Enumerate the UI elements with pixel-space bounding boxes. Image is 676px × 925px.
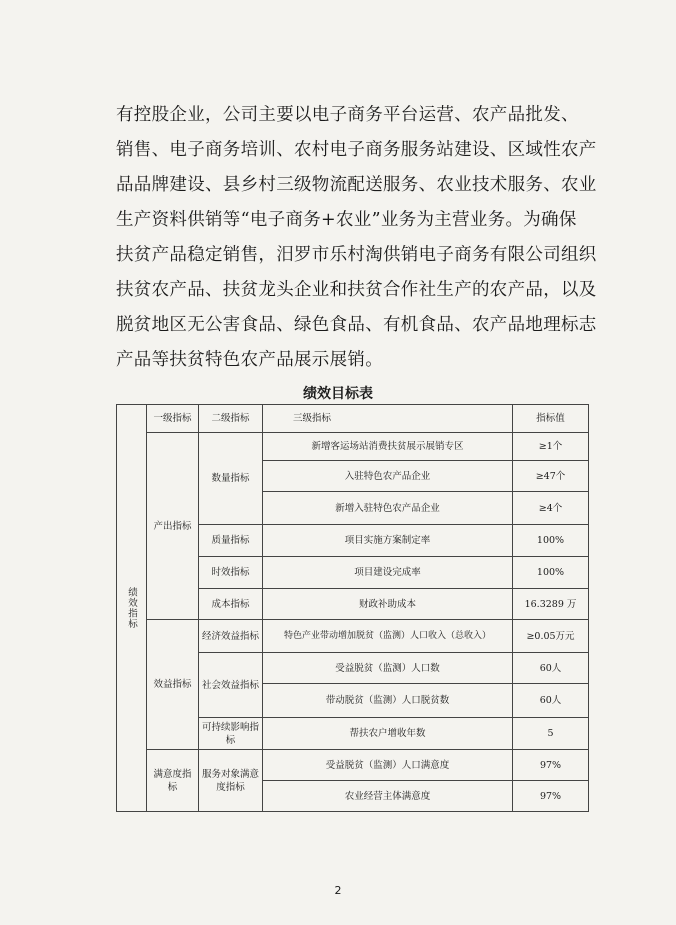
root-label-cell: [117, 405, 147, 812]
page-number: 2: [334, 884, 342, 897]
root-label: 绩效指标: [126, 587, 137, 629]
indicator-cell: 新增客运场站消费扶贫展示展销专区: [263, 433, 513, 461]
paragraph-line: 扶贫农产品、扶贫龙头企业和扶贫合作社生产的农产品，以及: [116, 280, 597, 300]
paragraph-line: 销售、电子商务培训、农村电子商务服务站建设、区域性农产: [116, 140, 597, 160]
value-cell: ≥0.05万元: [513, 620, 589, 653]
sub-cost: 成本指标: [199, 589, 263, 620]
indicator-cell: 项目建设完成率: [263, 557, 513, 589]
indicator-cell: 受益脱贫（监测）人口满意度: [263, 750, 513, 781]
paragraph-line: 产品等扶贫特色农产品展示展销。: [116, 350, 383, 370]
body-paragraph: [116, 98, 606, 378]
value-cell: ≥4个: [513, 492, 589, 525]
indicator-cell: 新增入驻特色农产品企业: [263, 492, 513, 525]
value-cell: 100%: [513, 525, 589, 557]
header-level2: 二级指标: [199, 405, 263, 433]
table-title: 绩效目标表: [303, 386, 373, 402]
value-cell: 60人: [513, 653, 589, 684]
sub-timeliness: 时效指标: [199, 557, 263, 589]
paragraph-line: 扶贫产品稳定销售，汨罗市乐村淘供销电子商务有限公司组织: [116, 245, 597, 265]
header-level1: 一级指标: [147, 405, 199, 433]
indicator-cell: 帮扶农户增收年数: [263, 718, 513, 750]
indicator-cell: 入驻特色农产品企业: [263, 461, 513, 492]
performance-target-table: [116, 404, 589, 812]
indicator-cell: 农业经营主体满意度: [263, 781, 513, 812]
sub-quantity: 数量指标: [199, 433, 263, 525]
indicator-cell: 项目实施方案制定率: [263, 525, 513, 557]
paragraph-line: 有控股企业，公司主要以电子商务平台运营、农产品批发、: [116, 105, 579, 125]
value-cell: 16.3289 万: [513, 589, 589, 620]
sub-economic: 经济效益指标: [199, 620, 263, 653]
value-cell: 5: [513, 718, 589, 750]
table-header-row: [117, 405, 589, 433]
value-cell: 97%: [513, 781, 589, 812]
indicator-cell: 带动脱贫（监测）人口脱贫数: [263, 684, 513, 718]
value-cell: 60人: [513, 684, 589, 718]
table-row: [117, 750, 589, 781]
group-satisfaction: 满意度指标: [147, 750, 199, 812]
group-output: 产出指标: [147, 433, 199, 620]
paragraph-line: 生产资料供销等“电子商务+农业”业务为主营业务。为确保: [116, 210, 577, 230]
value-cell: 100%: [513, 557, 589, 589]
indicator-cell: 受益脱贫（监测）人口数: [263, 653, 513, 684]
table-row: [117, 433, 589, 461]
value-cell: ≥47个: [513, 461, 589, 492]
sub-social: 社会效益指标: [199, 653, 263, 718]
sub-quality: 质量指标: [199, 525, 263, 557]
value-cell: ≥1个: [513, 433, 589, 461]
paragraph-line: 品品牌建设、县乡村三级物流配送服务、农业技术服务、农业: [116, 175, 597, 195]
value-cell: 97%: [513, 750, 589, 781]
paragraph-line: 脱贫地区无公害食品、绿色食品、有机食品、农产品地理标志: [116, 315, 597, 335]
indicator-cell: 财政补助成本: [263, 589, 513, 620]
sub-sustainable: 可持续影响指标: [199, 718, 263, 750]
table-row: [117, 620, 589, 653]
sub-service-satisfaction: 服务对象满意度指标: [199, 750, 263, 812]
header-level3: 三级指标: [263, 405, 513, 433]
header-value: 指标值: [513, 405, 589, 433]
group-benefit: 效益指标: [147, 620, 199, 750]
indicator-cell: 特色产业带动增加脱贫（监测）人口收入（总收入）: [263, 620, 513, 653]
